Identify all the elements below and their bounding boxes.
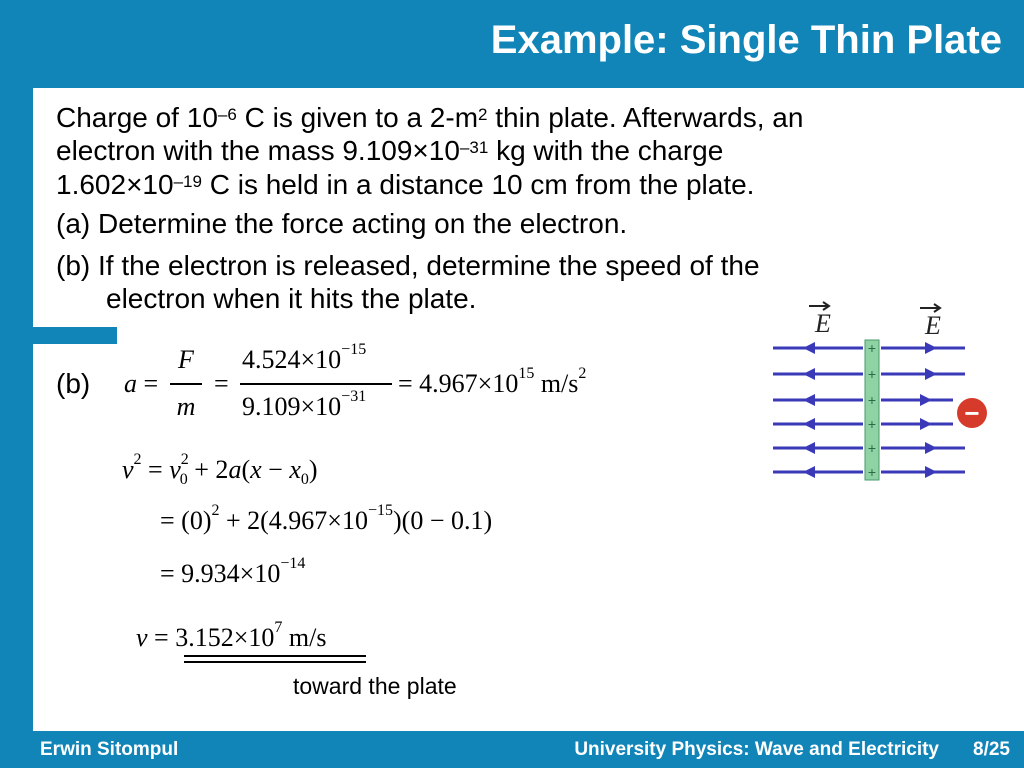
arrowhead — [803, 394, 815, 406]
accel-result — [398, 365, 587, 399]
answer-caption: toward the plate — [293, 673, 457, 699]
exponent: 2 — [478, 105, 488, 124]
final-answer — [136, 619, 327, 653]
subscript: 0 — [300, 471, 309, 489]
part-a: (a) Determine the force acting on the electron. — [56, 208, 628, 239]
footer-course: University Physics: Wave and Electricity — [574, 739, 939, 760]
text-span: = 9.934×10 — [160, 559, 281, 588]
arrowhead — [925, 342, 937, 354]
field-diagram — [765, 296, 995, 486]
part-b-line-1: (b) If the electron is released, determine the speed of the — [56, 250, 760, 281]
text-span: electron with the mass 9.109×10 — [56, 135, 460, 166]
text-span: Charge of 10 — [56, 102, 218, 133]
footer-author: Erwin Sitompul — [40, 739, 179, 760]
accel-denominator — [242, 388, 367, 422]
text-span: ( — [241, 455, 251, 484]
var-x: x — [250, 455, 262, 484]
arrowhead — [803, 418, 815, 430]
arrowhead — [925, 466, 937, 478]
text-span: 9.109×10 — [242, 392, 342, 421]
plus-sign: + — [867, 392, 877, 408]
exponent: −15 — [341, 341, 367, 358]
answer-underline-1 — [184, 655, 366, 657]
plus-sign: + — [867, 464, 877, 480]
plus-sign: + — [867, 440, 877, 456]
plus-sign: + — [867, 366, 877, 382]
arrowhead — [920, 394, 932, 406]
text-span: 4.524×10 — [242, 345, 342, 374]
arrowhead — [803, 342, 815, 354]
text-span: )(0 − 0.1) — [393, 506, 493, 535]
slide-title: Example: Single Thin Plate — [490, 18, 1002, 62]
exponent: −14 — [280, 555, 306, 572]
plus-sign: + — [867, 340, 877, 356]
accel-lhs: a = — [124, 369, 159, 398]
arrowhead — [803, 466, 815, 478]
var-v0: v — [169, 455, 181, 484]
var-v: v — [136, 623, 148, 652]
plus-sign: + — [867, 416, 877, 432]
answer-underline-2 — [184, 661, 366, 663]
solution-label: (b) — [56, 368, 91, 399]
exponent: –6 — [217, 105, 237, 124]
frac-m — [172, 392, 200, 422]
fraction-line — [170, 383, 202, 385]
exponent: 2 — [578, 365, 587, 382]
subscript: 0 — [179, 471, 188, 489]
arrowheads-left — [803, 342, 815, 478]
exponent: 2 — [180, 451, 189, 468]
arrowhead — [803, 442, 815, 454]
text-span: + 2(4.967×10 — [219, 506, 368, 535]
var-m: m — [176, 392, 196, 421]
field-lines-left — [773, 348, 863, 472]
arrowhead — [803, 368, 815, 380]
kinematic-equation — [122, 451, 318, 489]
step-2 — [160, 502, 493, 536]
field-label-right: E — [925, 311, 941, 340]
problem-line-1 — [56, 101, 803, 135]
problem-line-2 — [56, 134, 723, 168]
text-span: C is held in a distance 10 cm from the plate. — [201, 169, 755, 200]
exponent: −31 — [341, 388, 367, 405]
text-span: thin plate. Afterwards, an — [487, 102, 804, 133]
arrowhead — [920, 418, 932, 430]
equals: = — [214, 369, 229, 398]
thin-plate — [865, 340, 879, 480]
exponent: 15 — [518, 365, 535, 382]
exponent: –31 — [459, 138, 489, 157]
exponent: 2 — [133, 451, 142, 468]
text-span: m/s — [534, 369, 579, 398]
exponent: −15 — [367, 502, 393, 519]
frac-F — [172, 345, 200, 375]
electron-charge: − — [964, 398, 980, 428]
field-label-left: E — [815, 309, 831, 338]
var-v: v — [122, 455, 134, 484]
text-span: = (0) — [160, 506, 212, 535]
text-span: C is given to a 2-m — [236, 102, 479, 133]
text-span: = — [141, 455, 170, 484]
arrowheads-right — [920, 342, 937, 478]
var-a: a — [124, 369, 137, 398]
arrowhead — [925, 368, 937, 380]
field-lines-right — [881, 348, 965, 472]
fraction-line — [240, 383, 392, 385]
text-span: m/s — [282, 623, 327, 652]
step-3 — [160, 555, 306, 589]
content-notch — [33, 327, 117, 344]
text-span: = 4.967×10 — [398, 369, 519, 398]
text-span: 1.602×10 — [56, 169, 174, 200]
problem-line-3 — [56, 168, 754, 202]
text-span: ) — [308, 455, 318, 484]
exponent: 7 — [274, 619, 283, 636]
arrowhead — [925, 442, 937, 454]
part-b-line-2: electron when it hits the plate. — [106, 283, 477, 314]
var-F: F — [178, 345, 194, 374]
text-span: − — [261, 455, 290, 484]
var-a: a — [228, 455, 242, 484]
text-span: + 2 — [187, 455, 229, 484]
text-span: = 3.152×10 — [147, 623, 275, 652]
page-number: 8/25 — [973, 739, 1010, 760]
exponent: –19 — [173, 172, 202, 191]
text-span: kg with the charge — [488, 135, 724, 166]
exponent: 2 — [211, 502, 220, 519]
accel-numerator — [242, 341, 367, 375]
var-x0: x — [289, 455, 301, 484]
